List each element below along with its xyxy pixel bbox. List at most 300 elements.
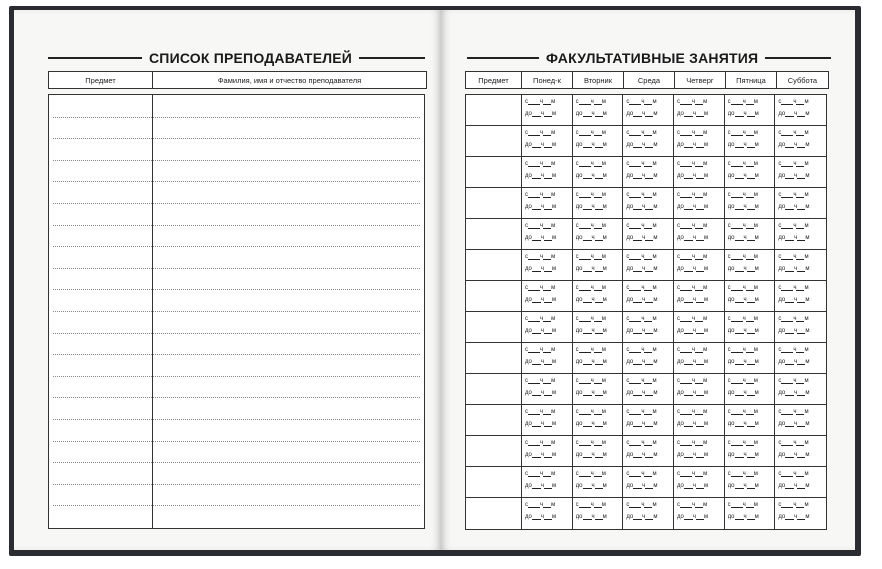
hours-label: ч <box>540 285 544 291</box>
hours-label: ч <box>540 142 544 148</box>
blank-line <box>695 440 703 446</box>
time-from <box>778 502 824 508</box>
to-label: до <box>677 204 684 210</box>
time-to <box>677 111 722 117</box>
time-from <box>677 471 722 477</box>
schedule-cell <box>775 157 826 188</box>
blank-line <box>633 452 642 458</box>
schedule-cell <box>623 95 674 126</box>
from-label: с <box>525 99 528 105</box>
time-from <box>728 440 773 446</box>
blank-line <box>629 378 641 384</box>
from-label: с <box>778 378 782 384</box>
header-day: Пятница <box>726 72 777 88</box>
minutes-label: м <box>602 328 607 334</box>
schedule-cell <box>623 436 674 467</box>
to-label: до <box>778 359 786 365</box>
time-from <box>778 223 824 229</box>
blank-line <box>594 502 602 508</box>
from-label: с <box>626 99 630 105</box>
ruled-line <box>53 117 420 118</box>
minutes-label: м <box>804 502 809 508</box>
minutes-label: м <box>653 204 658 210</box>
header-day: Понед-к <box>522 72 573 88</box>
minutes-label: м <box>602 483 607 489</box>
schedule-cell <box>573 250 624 281</box>
time-from <box>728 99 773 105</box>
blank-line <box>696 390 704 396</box>
from-label: с <box>525 378 528 384</box>
hours-label: ч <box>742 409 746 415</box>
from-label: с <box>575 254 579 260</box>
from-label: с <box>626 378 630 384</box>
minutes-label: м <box>551 254 556 260</box>
blank-line <box>680 254 692 260</box>
subject-cell <box>466 219 522 250</box>
blank-line <box>583 235 592 241</box>
time-to <box>576 359 621 365</box>
hours-label: ч <box>540 192 544 198</box>
hours-label: ч <box>742 254 746 260</box>
time-to <box>626 514 671 520</box>
blank-line <box>747 483 755 489</box>
blank-line <box>684 359 693 365</box>
to-label: до <box>575 142 583 148</box>
blank-line <box>633 421 642 427</box>
from-label: с <box>525 285 528 291</box>
hours-label: ч <box>641 254 645 260</box>
hours-label: ч <box>642 359 646 365</box>
time-to <box>677 142 722 148</box>
blank-line <box>731 161 743 167</box>
blank-line <box>633 297 642 303</box>
hours-label: ч <box>540 111 544 117</box>
minutes-label: м <box>601 471 606 477</box>
to-label: до <box>626 173 634 179</box>
time-from <box>626 502 671 508</box>
minutes-label: м <box>652 409 657 415</box>
hours-label: ч <box>692 390 696 396</box>
blank-line <box>629 99 641 105</box>
minutes-label: м <box>804 347 809 353</box>
to-label: до <box>677 173 684 179</box>
time-to <box>728 421 773 427</box>
to-label: до <box>778 204 786 210</box>
blank-line <box>695 192 703 198</box>
hours-label: ч <box>794 483 798 489</box>
time-from <box>677 223 722 229</box>
blank-line <box>684 111 693 117</box>
blank-line <box>785 204 794 210</box>
hours-label: ч <box>743 390 747 396</box>
minutes-label: м <box>754 266 759 272</box>
to-label: до <box>677 111 684 117</box>
hours-label: ч <box>540 483 544 489</box>
time-to <box>778 235 824 241</box>
from-label: с <box>677 130 680 136</box>
schedule-cell <box>674 95 725 126</box>
hours-label: ч <box>742 223 746 229</box>
blank-line <box>731 471 743 477</box>
time-to <box>576 421 621 427</box>
blank-line <box>633 204 642 210</box>
to-label: до <box>525 421 532 427</box>
blank-line <box>695 254 703 260</box>
blank-line <box>696 483 704 489</box>
header-day: Среда <box>624 72 675 88</box>
subject-cell <box>466 281 522 312</box>
to-label: до <box>626 452 634 458</box>
from-label: с <box>727 409 731 415</box>
hours-label: ч <box>540 502 544 508</box>
minutes-label: м <box>653 142 658 148</box>
time-to <box>576 514 621 520</box>
to-label: до <box>727 328 735 334</box>
blank-line <box>695 161 703 167</box>
blank-line <box>528 254 540 260</box>
to-label: до <box>778 421 786 427</box>
time-from <box>677 409 722 415</box>
minutes-label: м <box>551 173 557 179</box>
ruled-line <box>53 246 420 247</box>
blank-line <box>594 192 602 198</box>
title-rule-left <box>48 57 142 59</box>
to-label: до <box>727 359 735 365</box>
time-to <box>576 142 621 148</box>
time-to <box>626 142 671 148</box>
blank-line <box>781 285 793 291</box>
hours-label: ч <box>540 99 544 105</box>
hours-label: ч <box>641 99 645 105</box>
time-to <box>677 421 722 427</box>
from-label: с <box>525 502 528 508</box>
from-label: с <box>778 285 782 291</box>
blank-line <box>684 328 693 334</box>
blank-line <box>594 378 602 384</box>
minutes-label: м <box>652 254 657 260</box>
electives-table-body <box>465 94 827 530</box>
minutes-label: м <box>804 99 809 105</box>
blank-line <box>696 266 704 272</box>
header-teacher-name: Фамилия, имя и отчество преподавателя <box>217 75 362 85</box>
blank-line <box>543 223 551 229</box>
time-from <box>677 130 722 136</box>
hours-label: ч <box>540 130 544 136</box>
minutes-label: м <box>653 514 658 520</box>
blank-line <box>746 161 754 167</box>
minutes-label: м <box>703 440 708 446</box>
blank-line <box>781 409 793 415</box>
blank-line <box>785 421 794 427</box>
time-from <box>576 409 621 415</box>
time-to <box>728 173 773 179</box>
time-from <box>576 440 621 446</box>
hours-label: ч <box>540 440 544 446</box>
time-from <box>626 192 671 198</box>
blank-line <box>629 316 641 322</box>
from-label: с <box>778 254 782 260</box>
blank-line <box>781 378 793 384</box>
minutes-label: м <box>551 99 556 105</box>
time-to <box>525 421 570 427</box>
hours-label: ч <box>642 452 646 458</box>
hours-label: ч <box>590 471 594 477</box>
from-label: с <box>626 440 630 446</box>
hours-label: ч <box>641 285 645 291</box>
hours-label: ч <box>591 111 595 117</box>
schedule-cell <box>775 343 826 374</box>
ruled-line <box>53 311 420 312</box>
blank-line <box>696 421 704 427</box>
minutes-label: м <box>703 192 708 198</box>
schedule-cell <box>573 467 624 498</box>
hours-label: ч <box>591 142 595 148</box>
hours-label: ч <box>692 142 696 148</box>
schedule-cell <box>775 405 826 436</box>
minutes-label: м <box>703 452 709 458</box>
blank-line <box>735 235 744 241</box>
blank-line <box>735 204 744 210</box>
minutes-label: м <box>703 502 708 508</box>
hours-label: ч <box>641 502 645 508</box>
schedule-cell <box>522 188 573 219</box>
from-label: с <box>677 285 680 291</box>
time-to <box>525 359 570 365</box>
hours-label: ч <box>692 347 696 353</box>
minutes-label: м <box>602 297 607 303</box>
blank-line <box>583 204 592 210</box>
hours-label: ч <box>742 285 746 291</box>
blank-line <box>532 452 541 458</box>
blank-line <box>594 223 602 229</box>
blank-line <box>579 440 591 446</box>
blank-line <box>695 347 703 353</box>
blank-line <box>543 347 551 353</box>
blank-line <box>633 328 642 334</box>
blank-line <box>528 285 540 291</box>
minutes-label: м <box>551 483 557 489</box>
minutes-label: м <box>753 471 758 477</box>
minutes-label: м <box>602 204 607 210</box>
blank-line <box>629 285 641 291</box>
minutes-label: м <box>805 111 810 117</box>
hours-label: ч <box>540 297 544 303</box>
schedule-cell <box>674 188 725 219</box>
to-label: до <box>525 483 532 489</box>
minutes-label: м <box>601 502 606 508</box>
time-from <box>778 378 824 384</box>
schedule-cell <box>674 281 725 312</box>
blank-line <box>543 502 551 508</box>
minutes-label: м <box>653 328 658 334</box>
from-label: с <box>575 316 579 322</box>
blank-line <box>695 285 703 291</box>
from-label: с <box>677 502 680 508</box>
blank-line <box>695 223 703 229</box>
blank-line <box>583 142 592 148</box>
minutes-label: м <box>703 99 708 105</box>
hours-label: ч <box>540 378 544 384</box>
time-from <box>778 192 824 198</box>
blank-line <box>696 297 704 303</box>
to-label: до <box>626 266 634 272</box>
blank-line <box>731 285 743 291</box>
blank-line <box>583 514 592 520</box>
minutes-label: м <box>652 347 657 353</box>
to-label: до <box>727 452 735 458</box>
minutes-label: м <box>551 192 556 198</box>
from-label: с <box>525 471 528 477</box>
blank-line <box>544 111 552 117</box>
minutes-label: м <box>601 347 606 353</box>
schedule-cell <box>674 467 725 498</box>
hours-label: ч <box>692 316 696 322</box>
schedule-cell <box>775 498 826 529</box>
from-label: с <box>727 161 731 167</box>
from-label: с <box>575 378 579 384</box>
blank-line <box>595 297 603 303</box>
blank-line <box>543 316 551 322</box>
hours-label: ч <box>692 254 696 260</box>
to-label: до <box>778 297 786 303</box>
time-to <box>525 235 570 241</box>
hours-label: ч <box>692 514 696 520</box>
minutes-label: м <box>602 111 607 117</box>
time-from <box>728 409 773 415</box>
schedule-cell <box>522 436 573 467</box>
blank-line <box>528 471 540 477</box>
minutes-label: м <box>805 390 810 396</box>
hours-label: ч <box>692 285 696 291</box>
schedule-cell <box>623 405 674 436</box>
time-to <box>576 173 621 179</box>
to-label: до <box>778 452 786 458</box>
to-label: до <box>525 204 532 210</box>
from-label: с <box>778 192 782 198</box>
blank-line <box>543 285 551 291</box>
ruled-line <box>53 160 420 161</box>
to-label: до <box>575 390 583 396</box>
blank-line <box>684 266 693 272</box>
schedule-cell <box>775 219 826 250</box>
blank-line <box>781 192 793 198</box>
schedule-cell <box>725 405 776 436</box>
blank-line <box>684 514 693 520</box>
time-to <box>728 328 773 334</box>
minutes-label: м <box>601 409 606 415</box>
minutes-label: м <box>703 254 708 260</box>
to-label: до <box>575 235 583 241</box>
from-label: с <box>626 502 630 508</box>
blank-line <box>532 142 541 148</box>
to-label: до <box>727 483 735 489</box>
to-label: до <box>575 514 583 520</box>
blank-line <box>695 409 703 415</box>
blank-line <box>735 421 744 427</box>
from-label: с <box>626 409 630 415</box>
hours-label: ч <box>590 502 594 508</box>
minutes-label: м <box>753 409 758 415</box>
time-from <box>626 440 671 446</box>
blank-line <box>696 328 704 334</box>
schedule-cell <box>623 281 674 312</box>
time-from <box>778 409 824 415</box>
right-page-title <box>467 48 831 68</box>
from-label: с <box>525 130 528 136</box>
time-to <box>525 483 570 489</box>
minutes-label: м <box>602 514 607 520</box>
to-label: до <box>727 173 735 179</box>
time-to <box>728 452 773 458</box>
blank-line <box>579 254 591 260</box>
minutes-label: м <box>551 409 556 415</box>
time-from <box>576 99 621 105</box>
minutes-label: м <box>703 297 709 303</box>
blank-line <box>543 99 551 105</box>
blank-line <box>528 347 540 353</box>
teachers-table-header <box>48 71 427 89</box>
from-label: с <box>626 161 630 167</box>
hours-label: ч <box>793 161 797 167</box>
from-label: с <box>575 130 579 136</box>
hours-label: ч <box>794 514 798 520</box>
blank-line <box>747 111 755 117</box>
schedule-cell <box>522 95 573 126</box>
time-to <box>626 266 671 272</box>
time-from <box>677 161 722 167</box>
minutes-label: м <box>601 161 606 167</box>
from-label: с <box>575 471 579 477</box>
minutes-label: м <box>601 223 606 229</box>
schedule-cell <box>775 250 826 281</box>
blank-line <box>785 173 794 179</box>
time-from <box>525 502 570 508</box>
ruled-line <box>53 333 420 334</box>
ruled-line <box>53 203 420 204</box>
hours-label: ч <box>794 328 798 334</box>
blank-line <box>746 316 754 322</box>
to-label: до <box>727 111 735 117</box>
time-to <box>778 266 824 272</box>
blank-line <box>633 142 642 148</box>
to-label: до <box>575 204 583 210</box>
blank-line <box>735 328 744 334</box>
blank-line <box>735 483 744 489</box>
from-label: с <box>778 347 782 353</box>
hours-label: ч <box>743 266 747 272</box>
hours-label: ч <box>742 440 746 446</box>
to-label: до <box>575 111 583 117</box>
to-label: до <box>778 266 786 272</box>
blank-line <box>579 192 591 198</box>
time-to <box>677 173 722 179</box>
hours-label: ч <box>590 161 594 167</box>
hours-label: ч <box>591 235 595 241</box>
time-to <box>576 111 621 117</box>
hours-label: ч <box>641 440 645 446</box>
blank-line <box>680 285 692 291</box>
time-from <box>677 316 722 322</box>
title-rule-right <box>359 57 425 59</box>
blank-line <box>680 192 692 198</box>
blank-line <box>528 502 540 508</box>
schedule-cell <box>573 188 624 219</box>
schedule-cell <box>623 250 674 281</box>
schedule-cell <box>725 126 776 157</box>
blank-line <box>528 316 540 322</box>
minutes-label: м <box>703 173 709 179</box>
hours-label: ч <box>794 111 798 117</box>
